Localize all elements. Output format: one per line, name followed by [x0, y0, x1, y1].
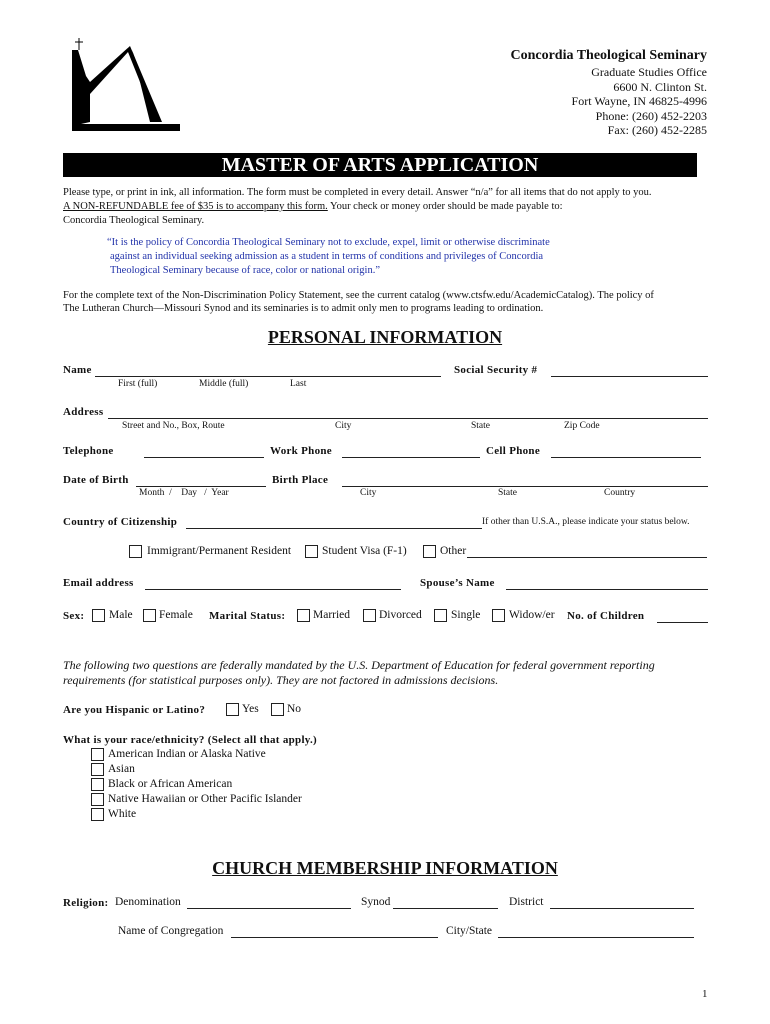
race-checkbox[interactable]: [91, 808, 104, 821]
widow-checkbox[interactable]: [492, 609, 505, 622]
work-phone-field[interactable]: [342, 457, 480, 458]
male-label: Male: [109, 609, 133, 621]
cell-phone-field[interactable]: [551, 457, 701, 458]
spouse-label: Spouse’s Name: [420, 577, 495, 589]
race-option: Asian: [108, 763, 135, 775]
race-option: Black or African American: [108, 778, 233, 790]
immigrant-checkbox[interactable]: [129, 545, 142, 558]
email-label: Email address: [63, 577, 134, 589]
personal-heading: PERSONAL INFORMATION: [267, 327, 503, 347]
bp-country-hint: Country: [604, 488, 636, 498]
congregation-field[interactable]: [231, 937, 438, 938]
ssn-label: Social Security #: [454, 364, 538, 376]
zip-hint: Zip Code: [564, 421, 600, 431]
bp-state-hint: State: [498, 488, 517, 498]
other-status-field[interactable]: [467, 557, 707, 558]
race-checkbox[interactable]: [91, 763, 104, 776]
page-number: 1: [702, 988, 708, 1000]
page-title: MASTER OF ARTS APPLICATION: [63, 153, 697, 177]
student-visa-checkbox[interactable]: [305, 545, 318, 558]
intro-line-1: Please type, or print in ink, all information. The form must be completed in every detail. Answer “n/a” for all items that do not apply to you.: [63, 187, 652, 198]
address-field[interactable]: [108, 418, 708, 419]
single-checkbox[interactable]: [434, 609, 447, 622]
district-label: District: [509, 896, 544, 908]
church-heading: CHURCH MEMBERSHIP INFORMATION: [212, 858, 558, 878]
payment-note: Your check or money order should be made payable to:: [327, 201, 563, 212]
marital-label: Marital Status:: [209, 610, 286, 622]
intro-line-3: Concordia Theological Seminary.: [63, 215, 205, 226]
synod-field[interactable]: [393, 908, 498, 909]
federal-note-1: The following two questions are federally mandated by the U.S. Department of Education for federal government reporting: [63, 658, 655, 672]
congregation-label: Name of Congregation: [118, 925, 224, 937]
district-field[interactable]: [550, 908, 694, 909]
city-state-field[interactable]: [498, 937, 694, 938]
policy-full-2: The Lutheran Church—Missouri Synod and its seminaries is to admit only men to programs leading to ordination.: [63, 303, 544, 314]
last-hint: Last: [290, 379, 307, 389]
seminary-address: [510, 47, 707, 138]
policy-line-2: against an individual seeking admission as a student in terms of conditions and privileges of Concordia: [110, 251, 544, 262]
birth-place-label: Birth Place: [272, 474, 329, 486]
policy-line-3: Theological Seminary because of race, color or national origin.”: [110, 265, 380, 276]
sex-label: Sex:: [63, 610, 85, 622]
fax-number: Fax: (260) 452-2285: [607, 123, 707, 138]
hispanic-question: Are you Hispanic or Latino?: [63, 704, 206, 716]
denomination-field[interactable]: [187, 908, 351, 909]
citizenship-field[interactable]: [186, 528, 482, 529]
widow-label: Widow/er: [509, 609, 555, 621]
children-label: No. of Children: [567, 610, 645, 622]
city-address: Fort Wayne, IN 46825-4996: [571, 94, 707, 109]
address-label: Address: [63, 406, 104, 418]
synod-label: Synod: [361, 896, 391, 908]
hispanic-yes-checkbox[interactable]: [226, 703, 239, 716]
dob-hint: Month / Day / Year: [139, 488, 229, 498]
citizenship-label: Country of Citizenship: [63, 516, 178, 528]
middle-hint: Middle (full): [199, 379, 249, 389]
intro-line-2: [63, 200, 563, 213]
city-hint: City: [335, 421, 352, 431]
married-label: Married: [313, 609, 351, 621]
student-visa-label: Student Visa (F-1): [322, 545, 407, 557]
divorced-label: Divorced: [379, 609, 422, 621]
city-state-label: City/State: [446, 925, 492, 937]
work-phone-label: Work Phone: [270, 445, 332, 457]
race-option: White: [108, 808, 137, 820]
citizenship-hint: If other than U.S.A., please indicate your status below.: [482, 517, 690, 527]
dob-field[interactable]: [136, 486, 266, 487]
ssn-field[interactable]: [551, 376, 708, 377]
office-name: Graduate Studies Office: [591, 65, 707, 79]
email-field[interactable]: [145, 589, 401, 590]
seminary-name: Concordia Theological Seminary: [510, 48, 707, 63]
name-label: Name: [63, 364, 92, 376]
denomination-label: Denomination: [115, 896, 181, 908]
female-label: Female: [159, 609, 193, 621]
immigrant-label: Immigrant/Permanent Resident: [147, 545, 292, 557]
phone-number: Phone: (260) 452-2203: [595, 108, 707, 123]
spouse-field[interactable]: [506, 589, 708, 590]
name-field[interactable]: [95, 376, 441, 377]
married-checkbox[interactable]: [297, 609, 310, 622]
state-hint: State: [471, 421, 490, 431]
race-checkbox[interactable]: [91, 793, 104, 806]
male-checkbox[interactable]: [92, 609, 105, 622]
race-checkbox[interactable]: [91, 748, 104, 761]
street-hint: Street and No., Box, Route: [122, 421, 225, 431]
race-option: Native Hawaiian or Other Pacific Islander: [108, 793, 302, 805]
first-hint: First (full): [118, 379, 158, 389]
race-option: American Indian or Alaska Native: [108, 748, 266, 760]
race-question: What is your race/ethnicity? (Select all that apply.): [63, 734, 318, 746]
hispanic-no-label: No: [287, 703, 302, 715]
fee-notice: A NON-REFUNDABLE fee of $35 is to accompany this form.: [63, 201, 328, 212]
birth-place-field[interactable]: [342, 486, 708, 487]
federal-note-2: requirements (for statistical purposes only). They are not factored in admissions decisions.: [63, 673, 499, 687]
cell-phone-label: Cell Phone: [486, 445, 541, 457]
dob-label: Date of Birth: [63, 474, 129, 486]
hispanic-yes-label: Yes: [242, 703, 259, 715]
policy-full-1: For the complete text of the Non-Discrimination Policy Statement, see the current catalog (www.ctsfw.edu/AcademicCatalog). The policy of: [63, 290, 654, 301]
street-address: 6600 N. Clinton St.: [613, 79, 707, 94]
hispanic-no-checkbox[interactable]: [271, 703, 284, 716]
other-status-label: Other: [440, 545, 467, 557]
policy-line-1: “It is the policy of Concordia Theological Seminary not to exclude, expel, limit or otherwise discriminate: [107, 237, 550, 248]
divorced-checkbox[interactable]: [363, 609, 376, 622]
seminary-logo: [68, 36, 182, 134]
female-checkbox[interactable]: [143, 609, 156, 622]
telephone-field[interactable]: [144, 457, 264, 458]
children-field[interactable]: [657, 622, 708, 623]
other-status-checkbox[interactable]: [423, 545, 436, 558]
bp-city-hint: City: [360, 488, 377, 498]
telephone-label: Telephone: [63, 445, 114, 457]
single-label: Single: [451, 609, 481, 621]
race-checkbox[interactable]: [91, 778, 104, 791]
religion-label: Religion:: [63, 897, 109, 909]
